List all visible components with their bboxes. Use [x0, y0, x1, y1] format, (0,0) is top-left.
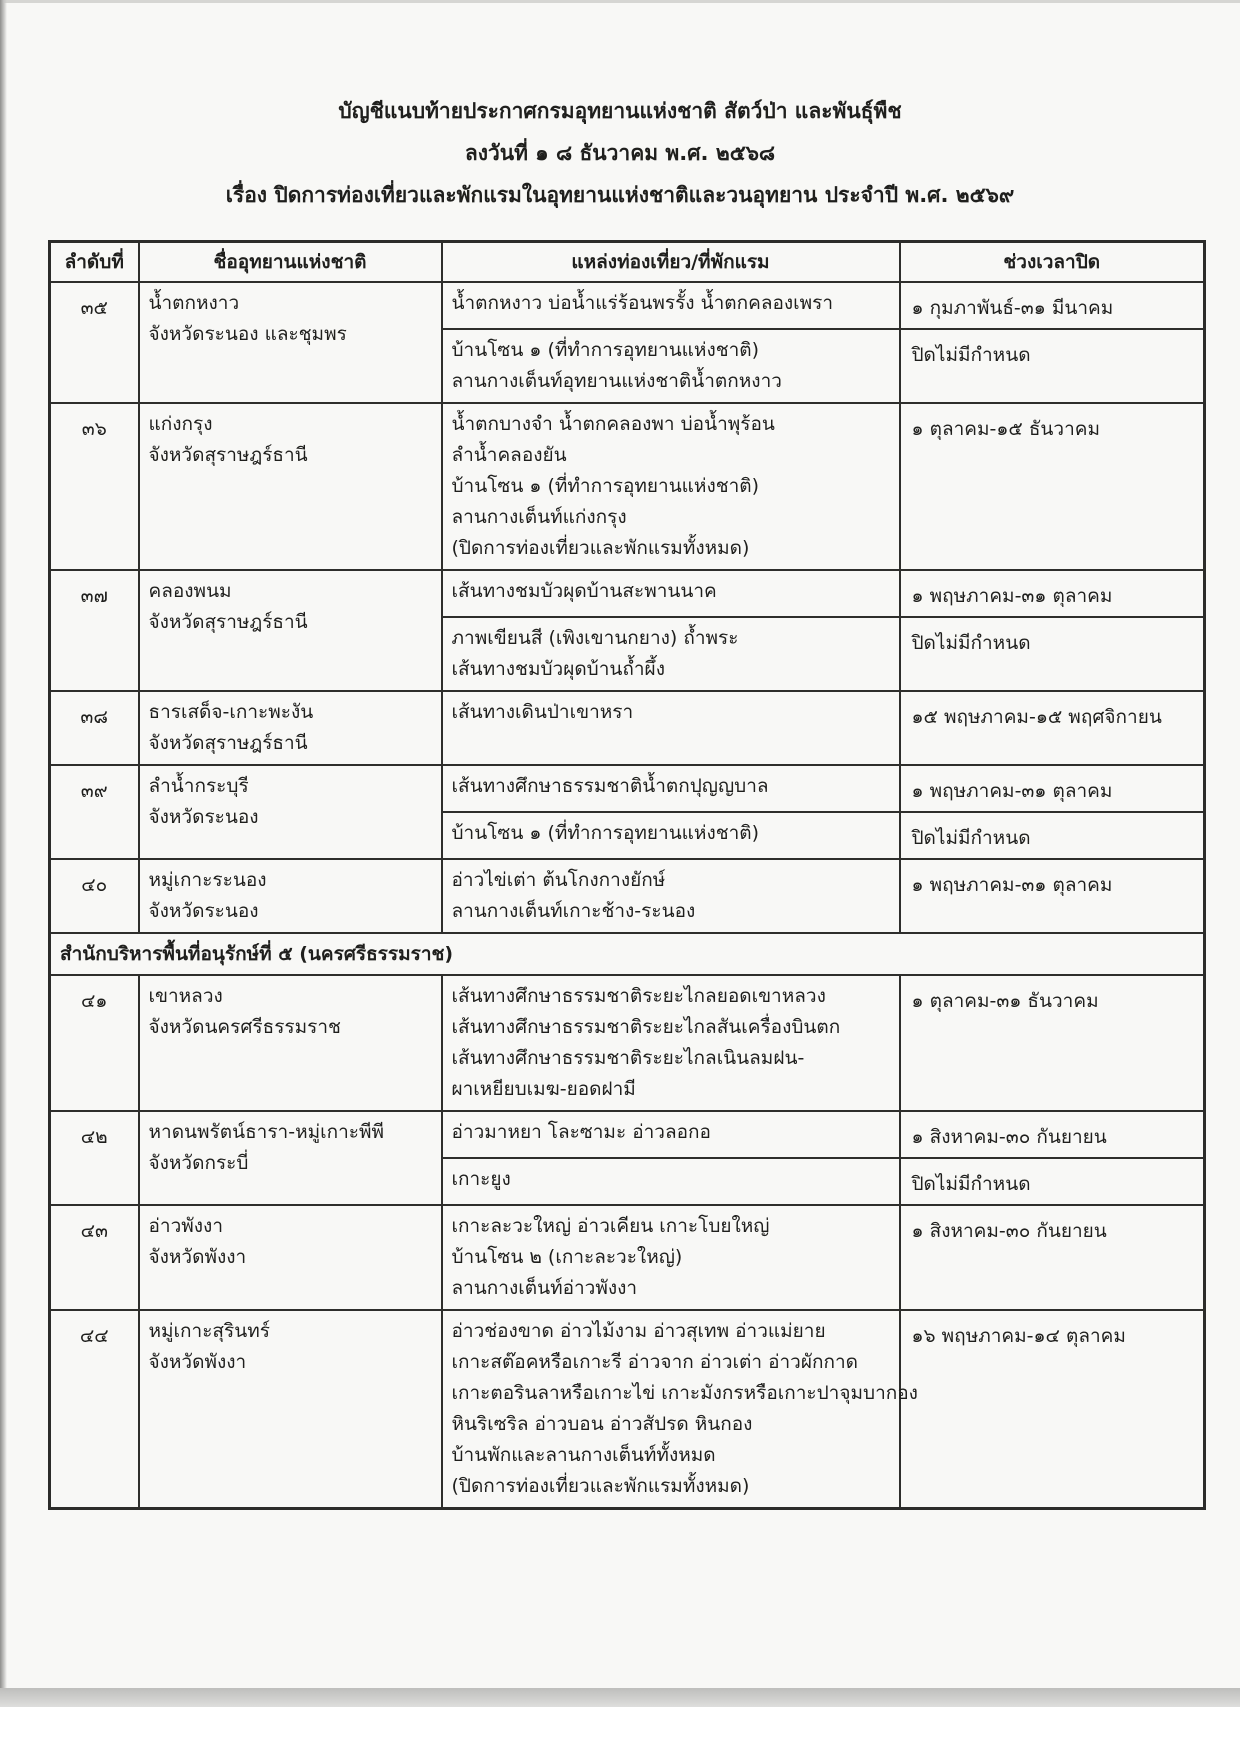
document-title-block [0, 98, 1240, 224]
table-row [50, 859, 1205, 933]
closure-period-cell: ๑ ตุลาคม-๓๑ ธันวาคม [900, 975, 1205, 1111]
attraction-line: บ้านโซน ๑ (ที่ทำการอุทยานแห่งชาติ) [451, 475, 760, 497]
park-name: อ่าวพังงา [148, 1215, 223, 1237]
attraction-line: อ่าวไข่เต่า ต้นโกงกางยักษ์ [451, 869, 666, 891]
attractions-cell [442, 403, 900, 570]
row-number-cell: ๓๖ [50, 403, 139, 570]
table-row [50, 765, 1205, 812]
park-name: ธารเสด็จ-เกาะพะงัน [148, 701, 314, 723]
scan-top-edge [0, 0, 1240, 3]
park-name-cell [139, 1111, 442, 1205]
attractions-cell [442, 1310, 918, 1509]
header-park-name: ชื่ออุทยานแห่งชาติ [139, 242, 442, 283]
row-number-cell: ๓๙ [50, 765, 139, 859]
closure-period-cell: ๑ ตุลาคม-๑๕ ธันวาคม [900, 403, 1205, 570]
park-province: จังหวัดนครศรีธรรมราช [148, 1016, 341, 1038]
attraction-line: เกาะยูง [451, 1168, 511, 1190]
paper-bottom-shadow [0, 1688, 1240, 1707]
section-header-row [50, 933, 1205, 975]
attraction-line: ลานกางเต็นท์เกาะช้าง-ระนอง [451, 900, 696, 922]
park-province: จังหวัดกระบี่ [148, 1152, 249, 1174]
attraction-line: น้ำตกหงาว บ่อน้ำแร่ร้อนพรรั้ง น้ำตกคลองเพรา [451, 292, 834, 314]
attraction-line: ผาเหยียบเมฆ-ยอดฝามี [451, 1078, 636, 1100]
section-header-cell: สำนักบริหารพื้นที่อนุรักษ์ที่ ๕ (นครศรีธรรมราช) [50, 933, 1205, 975]
table-row [50, 1111, 1205, 1158]
park-name-cell [139, 1205, 442, 1310]
header-closure-period: ช่วงเวลาปิด [900, 242, 1205, 283]
park-name-cell [139, 691, 442, 765]
table-row [50, 691, 1205, 765]
table-row [50, 975, 1205, 1111]
attractions-cell [442, 1205, 900, 1310]
attractions-cell [442, 1111, 900, 1158]
attraction-line: เส้นทางศึกษาธรรมชาติระยะไกลยอดเขาหลวง [451, 985, 826, 1007]
attraction-line: ลานกางเต็นท์แก่งกรุง [451, 506, 627, 528]
attraction-line: เส้นทางเดินป่าเขาหรา [451, 701, 634, 723]
table-row [50, 282, 1205, 329]
table-body [50, 282, 1205, 1509]
park-province: จังหวัดพังงา [148, 1351, 247, 1373]
closure-period-cell: ๑ สิงหาคม-๓๐ กันยายน [900, 1205, 1205, 1310]
attractions-cell [442, 812, 900, 859]
park-province: จังหวัดพังงา [148, 1246, 247, 1268]
attractions-cell [442, 282, 900, 329]
attraction-line: เกาะละวะใหญ่ อ่าวเคียน เกาะโบยใหญ่ [451, 1215, 770, 1237]
attraction-line: หินริเซริล อ่าวบอน อ่าวสัปรด หินกอง [451, 1413, 753, 1435]
closure-period-cell: ๑ พฤษภาคม-๓๑ ตุลาคม [900, 859, 1205, 933]
attraction-line: (ปิดการท่องเที่ยวและพักแรมทั้งหมด) [451, 1475, 750, 1497]
attraction-line: เส้นทางศึกษาธรรมชาติระยะไกลสันเครื่องบินตก [451, 1016, 841, 1038]
attraction-line: เกาะตอรินลาหรือเกาะไข่ เกาะมังกรหรือเกาะปาจุมบากอง [451, 1382, 918, 1404]
attractions-cell [442, 617, 900, 691]
park-name: น้ำตกหงาว [148, 292, 240, 314]
closure-period-cell: ปิดไม่มีกำหนด [900, 329, 1205, 403]
park-name: ลำน้ำกระบุรี [148, 775, 249, 797]
attraction-line: ลานกางเต็นท์อ่าวพังงา [451, 1277, 638, 1299]
park-name: เขาหลวง [148, 985, 223, 1007]
attractions-cell [442, 975, 900, 1111]
park-province: จังหวัดระนอง และชุมพร [148, 323, 347, 345]
park-name: หมู่เกาะระนอง [148, 869, 267, 891]
header-attractions: แหล่งท่องเที่ยว/ที่พักแรม [442, 242, 900, 283]
attraction-line: เส้นทางชมบัวผุดบ้านสะพานนาค [451, 580, 717, 602]
attraction-line: (ปิดการท่องเที่ยวและพักแรมทั้งหมด) [451, 537, 750, 559]
park-province: จังหวัดสุราษฎร์ธานี [148, 444, 308, 466]
park-province: จังหวัดระนอง [148, 806, 259, 828]
closure-period-cell: ๑ พฤษภาคม-๓๑ ตุลาคม [900, 570, 1205, 617]
park-name: คลองพนม [148, 580, 232, 602]
row-number-cell: ๔๔ [50, 1310, 139, 1509]
table-row [50, 1205, 1205, 1310]
attraction-line: บ้านโซน ๑ (ที่ทำการอุทยานแห่งชาติ) [451, 339, 760, 361]
table-row [50, 570, 1205, 617]
park-name: หมู่เกาะสุรินทร์ [148, 1320, 270, 1342]
row-number-cell: ๔๑ [50, 975, 139, 1111]
document-title-line-1: บัญชีแนบท้ายประกาศกรมอุทยานแห่งชาติ สัตว์ป่า และพันธุ์พืช [338, 99, 902, 123]
park-name-cell [139, 1310, 442, 1509]
table-row [50, 403, 1205, 570]
park-province: จังหวัดระนอง [148, 900, 259, 922]
attraction-line: เส้นทางศึกษาธรรมชาติระยะไกลเนินลมฝน- [451, 1047, 805, 1069]
park-name-cell [139, 403, 442, 570]
table-row [50, 1310, 1205, 1509]
attraction-line: เส้นทางศึกษาธรรมชาติน้ำตกปุญญบาล [451, 775, 769, 797]
scan-left-edge [0, 0, 7, 1692]
closure-period-cell: ๑ กุมภาพันธ์-๓๑ มีนาคม [900, 282, 1205, 329]
closure-period-cell: ปิดไม่มีกำหนด [900, 1158, 1205, 1205]
attractions-cell [442, 765, 900, 812]
attractions-cell [442, 859, 900, 933]
park-province: จังหวัดสุราษฎร์ธานี [148, 732, 308, 754]
attractions-cell [442, 1158, 900, 1205]
closure-period-cell: ๑ พฤษภาคม-๓๑ ตุลาคม [900, 765, 1205, 812]
attraction-line: เส้นทางชมบัวผุดบ้านถ้ำผึ้ง [451, 658, 665, 680]
attraction-line: ลำน้ำคลองยัน [451, 444, 567, 466]
row-number-cell: ๓๕ [50, 282, 139, 403]
table-header-row [50, 242, 1205, 283]
row-number-cell: ๓๘ [50, 691, 139, 765]
attraction-line: บ้านโซน ๑ (ที่ทำการอุทยานแห่งชาติ) [451, 822, 760, 844]
closure-period-cell: ๑๖ พฤษภาคม-๑๔ ตุลาคม [900, 1310, 1205, 1509]
row-number-cell: ๔๐ [50, 859, 139, 933]
park-name-cell [139, 859, 442, 933]
attractions-cell [442, 570, 900, 617]
attraction-line: อ่าวมาหยา โละซามะ อ่าวลอกอ [451, 1121, 711, 1143]
document-title-line-3: เรื่อง ปิดการท่องเที่ยวและพักแรมในอุทยานแห่งชาติและวนอุทยาน ประจำปี พ.ศ. ๒๕๖๙ [225, 183, 1015, 207]
document-title-line-2: ลงวันที่ ๑ ๘ ธันวาคม พ.ศ. ๒๕๖๘ [464, 141, 776, 165]
park-name-cell [139, 282, 442, 403]
closure-period-cell: ๑๕ พฤษภาคม-๑๕ พฤศจิกายน [900, 691, 1205, 765]
closure-schedule-table [48, 240, 1206, 1510]
attractions-cell [442, 329, 900, 403]
park-province: จังหวัดสุราษฎร์ธานี [148, 611, 308, 633]
park-name: แก่งกรุง [148, 413, 213, 435]
park-name-cell [139, 765, 442, 859]
attraction-line: น้ำตกบางจำ น้ำตกคลองพา บ่อน้ำพุร้อน [451, 413, 775, 435]
park-name-cell [139, 975, 442, 1111]
attractions-cell [442, 691, 900, 765]
row-number-cell: ๔๓ [50, 1205, 139, 1310]
row-number-cell: ๓๗ [50, 570, 139, 691]
row-number-cell: ๔๒ [50, 1111, 139, 1205]
closure-period-cell: ปิดไม่มีกำหนด [900, 617, 1205, 691]
closure-period-cell: ๑ สิงหาคม-๓๐ กันยายน [900, 1111, 1205, 1158]
attraction-line: เกาะสต๊อคหรือเกาะรี อ่าวจาก อ่าวเต่า อ่าวผักกาด [451, 1351, 858, 1373]
closure-period-cell: ปิดไม่มีกำหนด [900, 812, 1205, 859]
attraction-line: บ้านโซน ๒ (เกาะละวะใหญ่) [451, 1246, 683, 1268]
header-order-number: ลำดับที่ [50, 242, 139, 283]
attraction-line: อ่าวช่องขาด อ่าวไม้งาม อ่าวสุเทพ อ่าวแม่ยาย [451, 1320, 826, 1342]
park-name: หาดนพรัตน์ธารา-หมู่เกาะพีพี [148, 1121, 385, 1143]
park-name-cell [139, 570, 442, 691]
attraction-line: ลานกางเต็นท์อุทยานแห่งชาติน้ำตกหงาว [451, 370, 782, 392]
attraction-line: บ้านพักและลานกางเต็นท์ทั้งหมด [451, 1444, 716, 1466]
attraction-line: ภาพเขียนสี (เพิงเขานกยาง) ถ้ำพระ [451, 627, 739, 649]
